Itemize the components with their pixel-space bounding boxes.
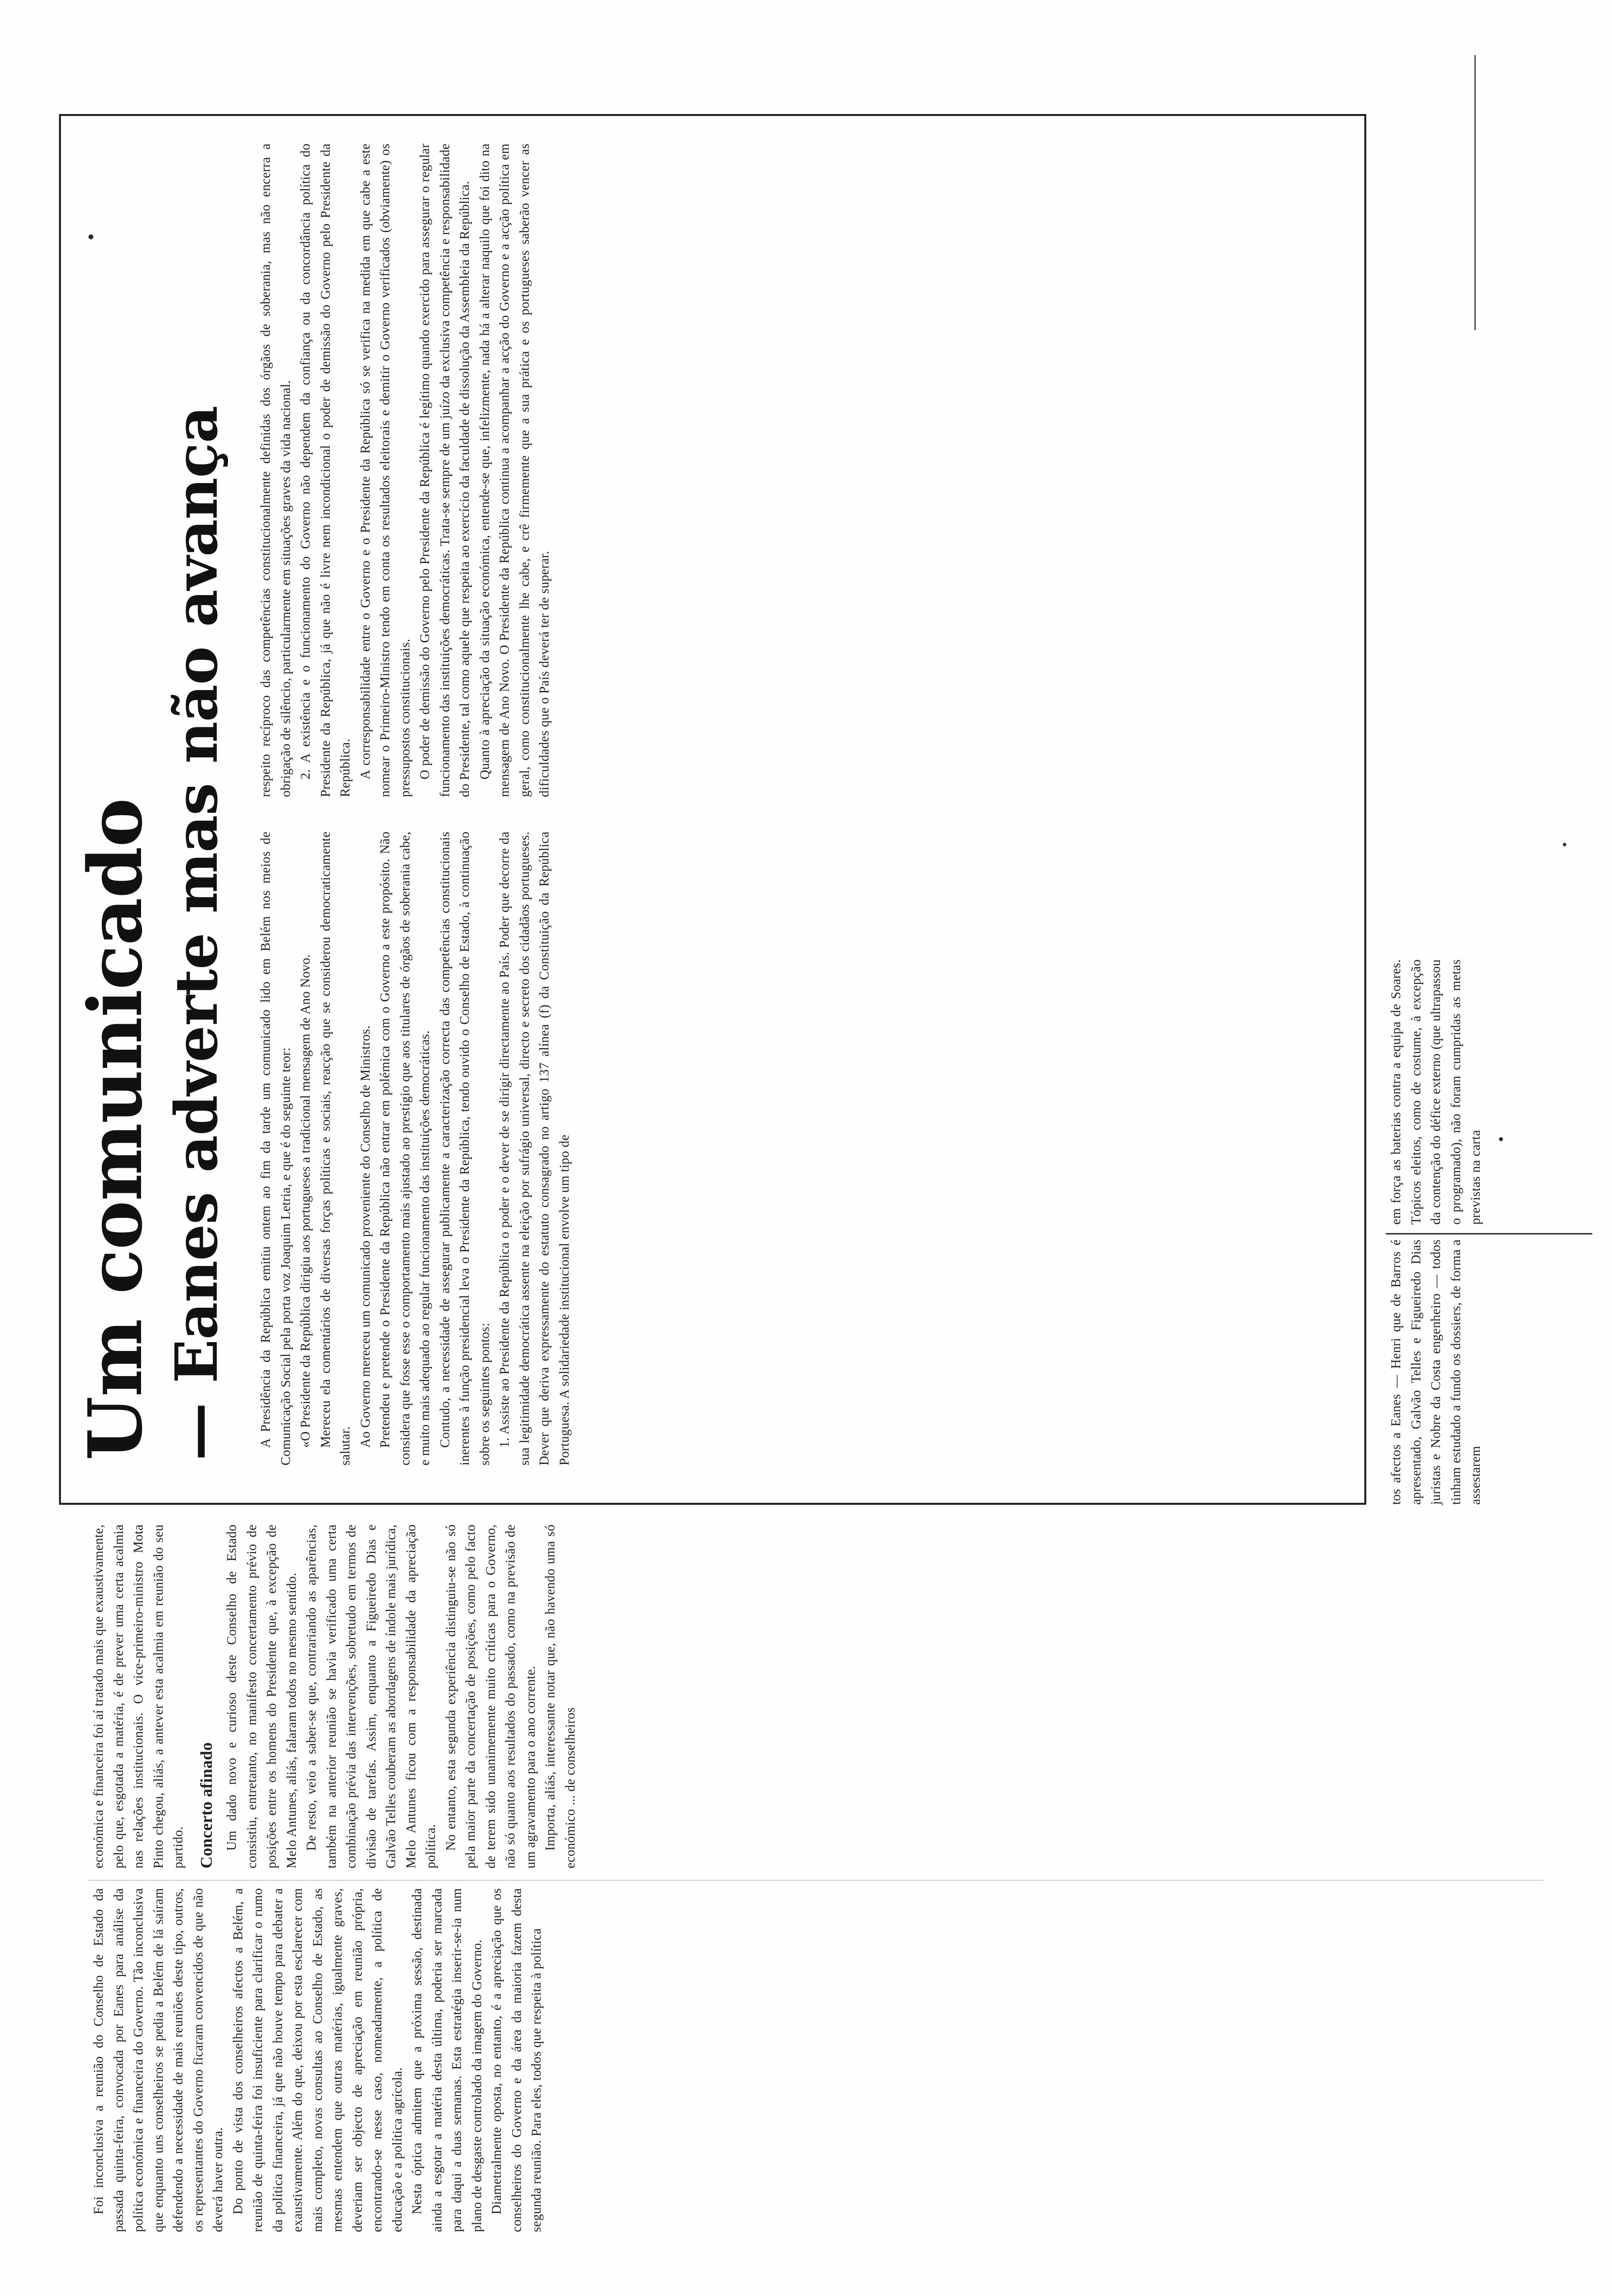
article-border (59, 114, 1366, 1505)
paragraph: respeito recíproco das competências constitucionalmente definidas dos órgãos de soberania, mas não encerra a obrigação de silêncio, particularmente em situações graves da vida nacional. (258, 144, 293, 797)
article-column-2 (256, 144, 554, 797)
paragraph: Quanto à apreciação da situação económica, entende-se que, infelizmente, nada há a alterar naquilo que foi dito na mensagem de Ano Novo. O Presidente da República continua a acompanhar a acção do Governo e a acção política em geral, como constitucionalmente lhe cabe, e crê firmemente que a sua prática e os portugueses saberão vencer as dificuldades que o País deverá ter de superar. (477, 144, 551, 797)
left-story-column-b (88, 1524, 580, 1868)
lead-paragraph: A Presidência da República emitiu ontem ao fim da tarde um comunicado lido em Belém nos meios de Comunicação Social pela porta voz Joaquim Letria, e que é do seguinte teor: (258, 832, 293, 1465)
ink-speck (1499, 1137, 1503, 1141)
paragraph: em força as baterias contra a equipa de Soares. Tópicos eleitos, como de costume, à excepção da contenção do défice externo (que ultrapassou o programado), não foram cumpridas as metas previstas na carta (1388, 959, 1483, 1225)
article-column-1 (256, 832, 574, 1465)
paragraph: 2. A existência e o funcionamento do Governo não dependem da confiança ou da concordância política do Presidente da República, já que não é livre nem incondicional o poder de demissão do Governo pelo Presidente da República. (298, 144, 352, 797)
scan-edge-line (1474, 55, 1476, 330)
paragraph: No entanto, esta segunda experiência distinguiu-se não só pela maior parte da concertação de posições, como pelo facto de terem sido unanimemente muito críticas para o Governo, não só quanto aos resultados do passado, como na previsão de um agravamento para o ano corrente. (443, 1524, 538, 1868)
headline: Um comunicado (72, 798, 159, 1461)
paragraph: Ao Governo mereceu um comunicado proveniente do Conselho de Ministros. (357, 1025, 373, 1448)
paragraph: Contudo, a necessidade de assegurar publicamente a caracterização correcta das competências constitucionais inerentes à função presidencial leva o Presidente da República, tendo ouvido o Conselho de Estado, à continuação sobre os seguintes pontos: (437, 832, 492, 1465)
paragraph: O poder de demissão do Governo pelo Presidente da República é legítimo quando exercido para assegurar o regular funcionamento das instituições democráticas. Trata-se sempre de um juízo da exclusiva competência e responsabilidade do Presidente, tal como aquele que respeita ao exercício da faculdade de dissolução da Assembleia da República. (417, 144, 472, 797)
paragraph: Importa, aliás, interessante notar que, não havendo uma só económico ... de conselheiros (543, 1524, 577, 1868)
section-subheading: Concerto afinado (197, 1742, 216, 1868)
paragraph: «O Presidente da República dirigiu aos portugueses a tradicional mensagem de Ano Novo. (298, 954, 313, 1448)
paragraph: Mereceu ela comentários de diversas forças políticas e sociais, reacção que se considerou democraticamente salutar. (317, 832, 352, 1465)
paragraph: Do ponto de vista dos conselheiros afectos a Belém, a reunião de quinta-feira foi insuficiente para clarificar o rumo da política financeira, já que não houve tempo para debater a exaustivamente. Além do que, deixou por esta esclarecer com mais completo, novas consultas ao Conselho de Estado, as mesmas entendem que outras matérias, igualmente graves, deveriam ser objecto de apreciação em reunião própria, encontrando-se nesse caso, nomeadamente, a política de educação e a política agrícola. (230, 1888, 404, 2232)
paragraph: 1. Assiste ao Presidente da República o poder e o dever de se dirigir directamente ao País. Poder que decorre da sua legitimidade democrática assente na eleição por sufrágio universal, directo e secreto dos cidadãos portugueses. Dever que deriva expressamente do estatuto consagrado no artigo 137 alínea (f) da Constituição da República Portuguesa. A solidariedade institucional envolve um tipo de (497, 832, 572, 1465)
ink-speck (1563, 843, 1566, 846)
paragraph: A corresponsabilidade entre o Governo e o Presidente da República só se verifica na medida em que cabe a este nomear o Primeiro-Ministro tendo em conta os resultados eleitorais e demitir o Governo verificados (obviamente) os pressupostos constitucionais. (357, 144, 412, 797)
column-rule (88, 1880, 1543, 1881)
paragraph: Diametralmente oposta, no entanto, é a apreciação que os conselheiros do Governo e da área da maioria fazem desta segunda reunião. Para eles, todos que respeita à política (489, 1888, 544, 2232)
left-story-column-c (1386, 1239, 1486, 1505)
paragraph: tos afectos a Eanes — Henri que de Barros é apresentado, Galvão Telles e Figueiredo Dias juristas e Nobre da Costa engenheiro — todos tinham estudado a fundo os dossiers, de forma a assestarem (1388, 1239, 1483, 1505)
paragraph: De resto, veio a saber-se que, contrariando as aparências, também na anterior reunião se havia verificado uma certa combinação prévia das intervenções, sobretudo em termos de divisão de tarefas. Assim, enquanto a Figueiredo Dias e Galvão Telles couberam as abordagens de índole mais jurídica, Melo Antunes ficou com a responsabilidade da apreciação política. (304, 1524, 438, 1868)
paragraph: económica e financeira foi aí tratado mais que exaustivamente, pelo que, esgotada a matéria, é de prever uma certa acalmia nas relações institucionais. O vice-primeiro-ministro Mota Pinto chegou, aliás, a antever esta acalmia em reunião do seu partido. (91, 1524, 185, 1868)
sidebar-column (1386, 959, 1486, 1225)
paragraph: Um dado novo e curioso deste Conselho de Estado consistiu, entretanto, no manifesto concertamento prévio de posições entre os homens do Presidente que, à excepção de Melo Antunes, aliás, falaram todos no mesmo sentido. (224, 1524, 299, 1868)
paragraph: Foi inconclusiva a reunião do Conselho de Estado da passada quinta-feira, convocada por Eanes para análise da política económica e financeira do Governo. Tão inconclusiva que enquanto uns conselheiros se pedia a Belém de lá saíram defendendo a necessidade de mais reuniões deste tipo, outros, os representantes do Governo ficaram convencidos de que não deverá haver outra. (91, 1888, 225, 2232)
subheadline: — Eanes adverte mas não avança (162, 406, 230, 1461)
paragraph: Pretendeu e pretende o Presidente da República não entrar em polémica com o Governo a este propósito. Não considera que fosse esse o comportamento mais ajustado ao prestígio que aos titulares de órgãos de soberania cabe, e muito mais adequado ao regular funcionamento das instituições democráticas. (377, 832, 432, 1465)
left-story-column-a (88, 1888, 547, 2232)
ink-speck (88, 234, 93, 239)
column-rule (1386, 1233, 1592, 1234)
paragraph: Nesta óptica admitem que a próxima sessão, destinada ainda a esgotar a matéria desta última, poderia ser marcada para daqui a duas semanas. Esta estratégia inserir-se-ia num plano de desgaste controlado da imagem do Governo. (409, 1888, 484, 2232)
